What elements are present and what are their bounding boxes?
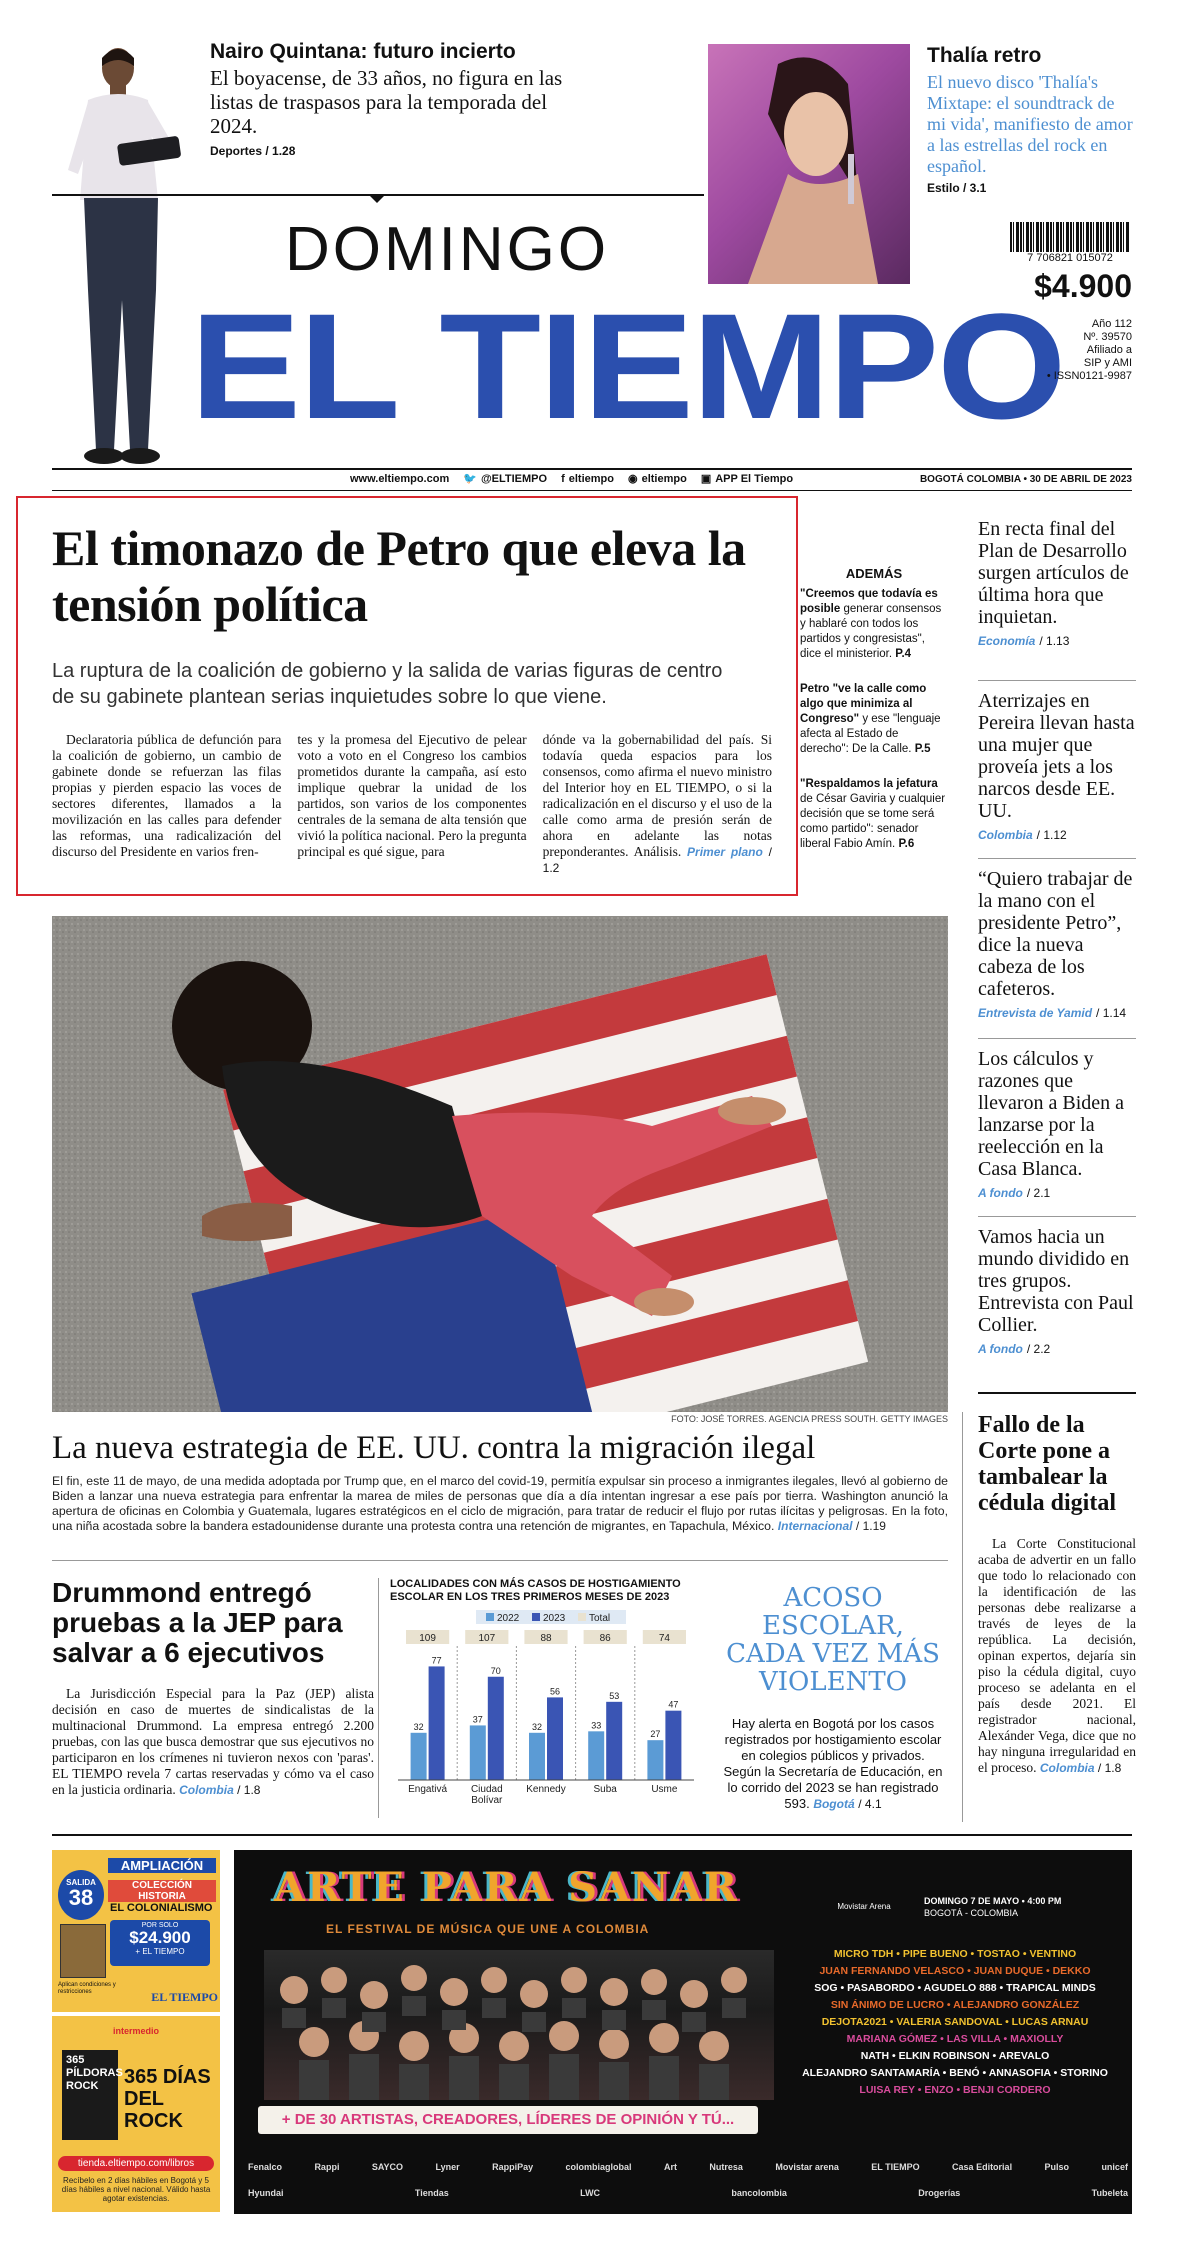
lead-section-link[interactable]: Primer plano (687, 845, 763, 859)
lineup-row: LUISA REY • ENZO • BENJI CORDERO (859, 2084, 1051, 2096)
promo-rock-brand: intermedio (112, 2026, 159, 2036)
promo-ribbon: AMPLIACIÓN (108, 1858, 216, 1873)
right-item[interactable] (978, 1216, 1136, 1366)
thalia-title: Thalía retro (927, 44, 1042, 67)
right-column (978, 518, 1136, 1366)
chart-bar (588, 1731, 604, 1780)
chart-bar (429, 1666, 445, 1780)
right-item-text: Los cálculos y razones que llevaron a Biden a lanzarse por la reelección en la Casa Blanca. (978, 1048, 1125, 1180)
chart-category-label: Kennedy (526, 1784, 566, 1795)
man-figure-icon (58, 40, 208, 485)
issue-info (1030, 318, 1132, 383)
acoso-section[interactable]: Bogotá (813, 1797, 855, 1811)
lineup-row: JUAN FERNANDO VELASCO • JUAN DUQUE • DEKKO (819, 1965, 1091, 1977)
app-icon: ▣ (700, 473, 712, 485)
ad-banner: + DE 30 ARTISTAS, CREADORES, LÍDERES DE OPINIÓN Y TÚ... (258, 2106, 758, 2134)
ad-lineup (790, 1946, 1120, 2099)
quintana-section: Deportes / 1.28 (210, 144, 296, 158)
lineup-row: NATH • ELKIN ROBINSON • AREVALO (860, 2050, 1050, 2062)
promo-note: Aplican condiciones y restricciones (58, 1982, 116, 1995)
ademas-item-page: P.6 (898, 838, 915, 850)
lead-body (52, 732, 772, 876)
barcode (1010, 222, 1130, 252)
sponsor-logo: colombiaglobal (565, 2162, 632, 2172)
ademas-item[interactable] (800, 777, 948, 852)
dateline: BOGOTÁ COLOMBIA • 30 DE ABRIL DE 2023 (919, 474, 1132, 485)
chart-bar-label: 33 (591, 1720, 602, 1731)
crowd-icon (264, 1950, 774, 2100)
right-item-section[interactable]: A fondo (978, 1342, 1023, 1356)
drummond-title: Drummond entregó pruebas a la JEP para salvar a 6 ejecutivos (52, 1577, 343, 1668)
issue-line: Afiliado a (1086, 344, 1132, 356)
ad-sponsors-row-2 (248, 2188, 1128, 2198)
ademas-item-text: y ese "lenguaje afecta al Estado de derecho": De la Calle. (800, 713, 941, 755)
chart-bar-label: 47 (668, 1699, 679, 1710)
chart-category-label: Suba (593, 1784, 617, 1795)
right-item-page: / 2.1 (1026, 1186, 1051, 1200)
chart-bar (665, 1711, 681, 1780)
acoso-title: ACOSO ESCOLAR, CADA VEZ MÁS VIOLENTO (726, 1583, 940, 1697)
sponsor-logo: RappiPay (492, 2162, 534, 2172)
sponsor-logo: Fenalco (248, 2162, 283, 2172)
lineup-row: SIN ÁNIMO DE LUCRO • ALEJANDRO GONZÁLEZ (830, 1999, 1080, 2011)
chart-category-label: Bolívar (471, 1795, 503, 1806)
acoso-text-body: Hay alerta en Bogotá por los casos registrados por hostigamiento escolar en colegios públicos y privados. Según la Secretaría de Educación, en lo corrido del 2023 se han registrado 593. (723, 1716, 943, 1811)
quintana-text: El boyacense, de 33 años, no figura en las listas de traspasos para la temporada del 2024. (210, 66, 563, 138)
sponsor-logo: Tubeleta (1091, 2188, 1128, 2198)
right-item-page: / 1.13 (1039, 634, 1070, 648)
quintana-photo (58, 40, 208, 485)
right-item-page: / 1.14 (1096, 1006, 1127, 1020)
chart-total-label: 107 (478, 1633, 496, 1644)
thalia-teaser[interactable] (927, 44, 1137, 195)
right-item[interactable] (978, 680, 1136, 858)
right-item-text: En recta final del Plan de Desarrollo surgen artículos de última hora que inquietan. (978, 518, 1129, 628)
issue-line: SIP y AMI (1083, 357, 1132, 369)
lineup-row: MICRO TDH • PIPE BUENO • TOSTAO • VENTINO (833, 1948, 1077, 1960)
twitter-icon: 🐦 (463, 473, 477, 485)
right-divider (978, 1216, 1136, 1217)
chart-legend-label: Total (589, 1613, 611, 1624)
festival-ad[interactable] (234, 1850, 1132, 2214)
top-rule-notch (368, 194, 386, 203)
right-item-section[interactable]: Economía (978, 634, 1036, 648)
price: $4.900 (1034, 268, 1132, 304)
chart-total-label: 88 (540, 1633, 552, 1644)
fallo-text (978, 1536, 1136, 1776)
chart-legend-swatch (532, 1613, 540, 1621)
ademas-item-text: generar consensos y hablaré con todos los partidos y congresistas", dice el ministerior. (800, 603, 942, 660)
chart-title: LOCALIDADES CON MÁS CASOS DE HOSTIGAMIENTO ESCOLAR EN LOS TRES PRIMEROS MESES DE 2023 (390, 1578, 681, 1603)
vertical-divider (962, 1412, 963, 1822)
ademas-item-bold: "Creemos que todavía es posible (800, 588, 938, 615)
facebook-link[interactable]: eltiempo (568, 472, 614, 485)
promo-rock-cover-title: 365 PÍLDORAS ROCK (66, 2054, 123, 2092)
chart-bar (411, 1733, 427, 1780)
right-item-text: Aterrizajes en Pereira llevan hasta una mujer que proveía jets a los narcos desde EE. UU. (978, 690, 1135, 822)
lead-col-2: tes y la promesa del Ejecutivo de pelear voto a voto en el Congreso los cambios prometidos durante la campaña, así esto implique quebrar la unidad de los partidos, son varios de los componentes centrales de la semana de alta tensión que vivió la política nacional. Pero la pregunta principal es qué sigue, para (297, 732, 527, 859)
lead-col-3-text: dónde va la gobernabilidad del país. Si todavía queda espacios para los consensos, como afirma el nuevo ministro del Interior hoy en EL TIEMPO, o si la radicalización en el discurso y el uso de la calle como arma de presión serán de ahora en adelante las notas preponderantes. Análisis. (542, 732, 772, 859)
chart-category-label: Engativá (408, 1784, 448, 1795)
chart-bar (470, 1725, 486, 1780)
drummond-story[interactable] (52, 1578, 374, 1798)
sponsor-logo: Nutresa (709, 2162, 743, 2172)
website-link[interactable]: www.eltiempo.com (350, 472, 450, 485)
promo-price: $24.900 (129, 1928, 191, 1947)
lead-col-3 (543, 732, 772, 876)
fallo-title: Fallo de la Corte pone a tambalear la cédula digital (978, 1412, 1117, 1516)
ad-date: DOMINGO 7 DE MAYO • 4:00 PM (924, 1896, 1062, 1906)
sponsor-logo: Lyner (435, 2162, 460, 2172)
chart-legend-swatch (486, 1613, 494, 1621)
ad-sponsor: Movistar Arena (837, 1902, 891, 1911)
promo-badge-num: 38 (68, 1885, 94, 1910)
bullying-chart (390, 1578, 702, 1818)
ademas-item-page: P.4 (895, 648, 912, 660)
chart-total-label: 109 (419, 1633, 436, 1644)
promo-rock[interactable] (52, 2016, 220, 2212)
sponsor-logo: Casa Editorial (952, 2162, 1013, 2172)
ad-subtitle: EL FESTIVAL DE MÚSICA QUE UNE A COLOMBIA (326, 1922, 650, 1936)
chart-bar (529, 1733, 545, 1780)
sponsor-logo: Movistar arena (775, 2162, 839, 2172)
chart-bar (606, 1702, 622, 1780)
social-links (350, 472, 793, 485)
promo-badge-top: SALIDA (66, 1878, 96, 1887)
ad-sponsors-row (248, 2162, 1128, 2172)
thalia-text: El nuevo disco 'Thalía's Mixtape: el soundtrack de mi vida', manifiesto de amor a las estrellas del rock en español. (927, 72, 1133, 176)
lead-headline: El timonazo de Petro que eleva la tensión política (52, 520, 746, 632)
photo-credit: FOTO: JOSÉ TORRES. AGENCIA PRESS SOUTH. GETTY IMAGES (671, 1414, 948, 1424)
drummond-section[interactable]: Colombia (179, 1783, 234, 1797)
drummond-text-body: La Jurisdicción Especial para la Paz (JEP) alista decisión en caso de muertes de sindicalistas de la multinacional Drummond. La empresa entregó 2.200 pruebas, con las que busca demostrar que sus ejecutivos no participaron en los crímenes ni tuvieron nexos con 'paras'. EL TIEMPO revela 7 cartas reservadas y cómo va el caso en la justicia ordinaria. (52, 1686, 374, 1797)
right-item-text: “Quiero trabajar de la mano con el presidente Petro”, dice la nueva cabeza de los cafeteros. (978, 868, 1133, 1000)
promo-collection: COLECCIÓN HISTORIA (108, 1880, 216, 1902)
sponsor-logo: bancolombia (731, 2188, 787, 2198)
right-item-text: Vamos hacia un mundo dividido en tres grupos. Entrevista con Paul Collier. (978, 1226, 1134, 1336)
ademas-title: ADEMÁS (845, 566, 903, 581)
sponsor-logo: SAYCO (371, 2162, 404, 2172)
chart-bar (547, 1697, 563, 1780)
ad-title: ARTE PARA SANAR (274, 1864, 739, 1911)
fallo-page: / 1.8 (1097, 1761, 1122, 1775)
photo-page: / 1.19 (855, 1519, 886, 1533)
instagram-icon: ◉ (627, 473, 638, 485)
chart-bar-label: 32 (531, 1721, 543, 1732)
promo-price-label: POR SOLO (141, 1922, 179, 1929)
sponsor-logo: EL TIEMPO (871, 2162, 920, 2172)
right-divider (978, 680, 1136, 681)
ademas-item-bold: Petro "ve la calle como algo que minimiza al Congreso" (800, 683, 927, 725)
promo-rock-title: 365 DÍAS DEL ROCK (124, 2066, 211, 2132)
chart-legend-label: 2022 (497, 1613, 520, 1624)
chart-bar-label: 27 (650, 1729, 661, 1740)
sponsor-logo: Hyundai (248, 2188, 284, 2198)
chart-total-label: 74 (658, 1633, 670, 1644)
chart-bar-label: 56 (549, 1686, 561, 1697)
chart-category-label: Ciudad (470, 1784, 503, 1795)
chart-bar-label: 37 (472, 1714, 483, 1725)
quintana-title: Nairo Quintana: futuro incierto (210, 40, 516, 63)
masthead-logo[interactable]: EL TIEMPO (190, 282, 1065, 450)
acoso-story[interactable] (722, 1584, 944, 1812)
twitter-link[interactable]: @ELTIEMPO (480, 472, 548, 485)
sponsor-logo: unicef (1101, 2162, 1128, 2172)
thalia-photo (708, 44, 910, 284)
lead-story[interactable] (52, 520, 772, 876)
sponsor-logo: Drogerías (918, 2188, 961, 2198)
acoso-text (722, 1716, 944, 1812)
drummond-page: / 1.8 (237, 1783, 261, 1797)
lineup-row: SOG • PASABORDO • AGUDELO 888 • TRAPICAL MINDS (814, 1982, 1096, 1994)
lineup-row: ALEJANDRO SANTAMARÍA • BENÓ • ANNASOFIA • STORINO (802, 2067, 1108, 2079)
lineup-row: MARIANA GÓMEZ • LAS VILLA • MAXIOLLY (846, 2033, 1064, 2045)
issue-line: Año 112 (1091, 318, 1132, 330)
chart-svg (390, 1608, 702, 1818)
book-cover-icon (60, 1924, 106, 1978)
right-divider (978, 1038, 1136, 1039)
chart-bar (488, 1677, 504, 1780)
promo-price-sub: + EL TIEMPO (135, 1947, 185, 1956)
chart-divider (378, 1578, 379, 1818)
ad-rule (52, 1834, 1132, 1836)
issue-line: • ISSN0121-9987 (1046, 370, 1132, 382)
migration-photo (52, 916, 948, 1412)
ademas-item-text: de César Gaviria y cualquier decisión que se tome será como partido": senador liberal Fabio Amín. (800, 793, 946, 850)
right-item-page: / 1.12 (1036, 828, 1067, 842)
fallo-section[interactable]: Colombia (1039, 1761, 1095, 1775)
promo-coleccion[interactable] (52, 1850, 220, 2012)
sponsor-logo: Rappi (314, 2162, 340, 2172)
photo-caption-text: El fin, este 11 de mayo, de una medida adoptada por Trump que, en el marco del covid-19, permitía expulsar sin proceso a inmigrantes ilegales, llevó al gobierno de Biden a lanzar una nueva estrategia para enfrentar la marea de miles de personas que día a día intentan ingresar a ese país por tierra. Washington anunció la apertura de oficinas en Colombia y Guatemala, lugares estratégicos en el ciclo de migración, para tratar de reducir el flujo por rutas ilícitas y peligrosas. En la foto, una niña acostada sobre la bandera estadounidense durante una protesta contra una retención de migrantes, en Tapachula, México. (52, 1474, 948, 1533)
ademas-item-bold: "Respaldamos la jefatura (800, 778, 938, 790)
ademas-item-page: P.5 (914, 743, 931, 755)
lead-section-page: / 1.2 (542, 845, 772, 875)
chart-total-label: 86 (599, 1633, 611, 1644)
photo-caption (52, 1474, 948, 1534)
promo-rock-note: Recíbelo en 2 días hábiles en Bogotá y 5 días hábiles a nivel nacional. Válido hasta agotar existencias. (61, 2176, 211, 2203)
right-item-section[interactable]: A fondo (978, 1186, 1023, 1200)
masthead-rule (52, 468, 1132, 470)
sponsor-logo: LWC (580, 2188, 601, 2198)
right-item-section[interactable]: Colombia (978, 828, 1033, 842)
quintana-teaser[interactable] (210, 40, 570, 158)
woman-portrait-icon (708, 44, 910, 284)
lead-dek: La ruptura de la coalición de gobierno y la salida de varias figuras de centro de su gabinete plantean serias inquietudes sobre lo que viene. (52, 660, 723, 708)
barcode-number: 7 706821 015072 (1027, 252, 1113, 264)
right-divider-strong (978, 1392, 1136, 1394)
promo-price-box (110, 1920, 210, 1966)
right-item-section[interactable]: Entrevista de Yamid (978, 1006, 1093, 1020)
promo-book: EL COLONIALISMO (110, 1902, 213, 1914)
right-item[interactable] (978, 1038, 1136, 1216)
sponsor-logo: Tiendas (414, 2188, 449, 2198)
rock-book-cover-icon (62, 2050, 123, 2140)
lower-divider (52, 1560, 948, 1561)
chart-category-label: Usme (651, 1784, 678, 1795)
drummond-text (52, 1686, 374, 1798)
chart-legend-swatch (578, 1613, 586, 1621)
photo-section[interactable]: Internacional (777, 1519, 853, 1533)
chart-bar-label: 77 (431, 1655, 442, 1666)
app-link[interactable]: APP El Tiempo (715, 472, 794, 485)
lead-col-1: Declaratoria pública de defunción para la coalición de gobierno, un cambio de gabinete donde se refuerzan las filas propias y pierden espacio las voces de sectores diferentes, llamados a la movilización en las calles para defender las reformas, una radicalización del discurso del Presidente en varios fren- (52, 732, 282, 859)
photo-headline[interactable]: La nueva estrategia de EE. UU. contra la migración ilegal (52, 1430, 816, 1466)
lineup-row: DEJOTA2021 • VALERIA SANDOVAL • LUCAS ARNAU (821, 2016, 1089, 2028)
ademas-box (800, 566, 948, 852)
child-on-flag-icon (52, 916, 948, 1412)
acoso-page: / 4.1 (858, 1797, 882, 1811)
masthead-rule-bottom (52, 490, 1132, 491)
instagram-link[interactable]: eltiempo (641, 472, 687, 485)
sponsor-logo: Art (663, 2162, 677, 2172)
issue-line: Nº. 39570 (1083, 331, 1132, 343)
chart-bar-label: 53 (609, 1690, 620, 1701)
right-item[interactable] (978, 518, 1136, 680)
promo-logo: EL TIEMPO (151, 1990, 218, 2004)
chart-bar-label: 70 (490, 1665, 501, 1676)
right-item-page: / 2.2 (1026, 1342, 1051, 1356)
promo-badge (58, 1870, 104, 1920)
ad-place: BOGOTÁ - COLOMBIA (924, 1908, 1019, 1918)
ademas-item[interactable] (800, 682, 948, 757)
facebook-icon: f (561, 472, 565, 485)
right-item[interactable] (978, 858, 1136, 1038)
chart-legend-label: 2023 (543, 1613, 566, 1624)
sponsor-logo: Pulso (1044, 2162, 1070, 2172)
thalia-section: Estilo / 3.1 (927, 181, 987, 195)
artists-crowd (264, 1950, 774, 2100)
ademas-item[interactable] (800, 587, 948, 662)
fallo-text-body: La Corte Constitucional acaba de advertir en un fallo que todo lo relacionado con la identificación de las personas debe realizarse a través de leyes de la república. La decisión, opinan expertos, dejaría sin piso la cédula digital, cuyo proceso se adelanta en el país desde 2021. El registrador nacional, Alexánder Vega, dice que no hay ninguna irregularidad en el proceso. (978, 1536, 1136, 1775)
promo-rock-url[interactable]: tienda.eltiempo.com/libros (58, 2156, 214, 2171)
right-divider (978, 858, 1136, 859)
chart-bar-label: 32 (413, 1721, 424, 1732)
chart-bar (647, 1740, 663, 1780)
fallo-story[interactable] (978, 1412, 1136, 1776)
masthead-kicker: DOMINGO (285, 215, 610, 284)
